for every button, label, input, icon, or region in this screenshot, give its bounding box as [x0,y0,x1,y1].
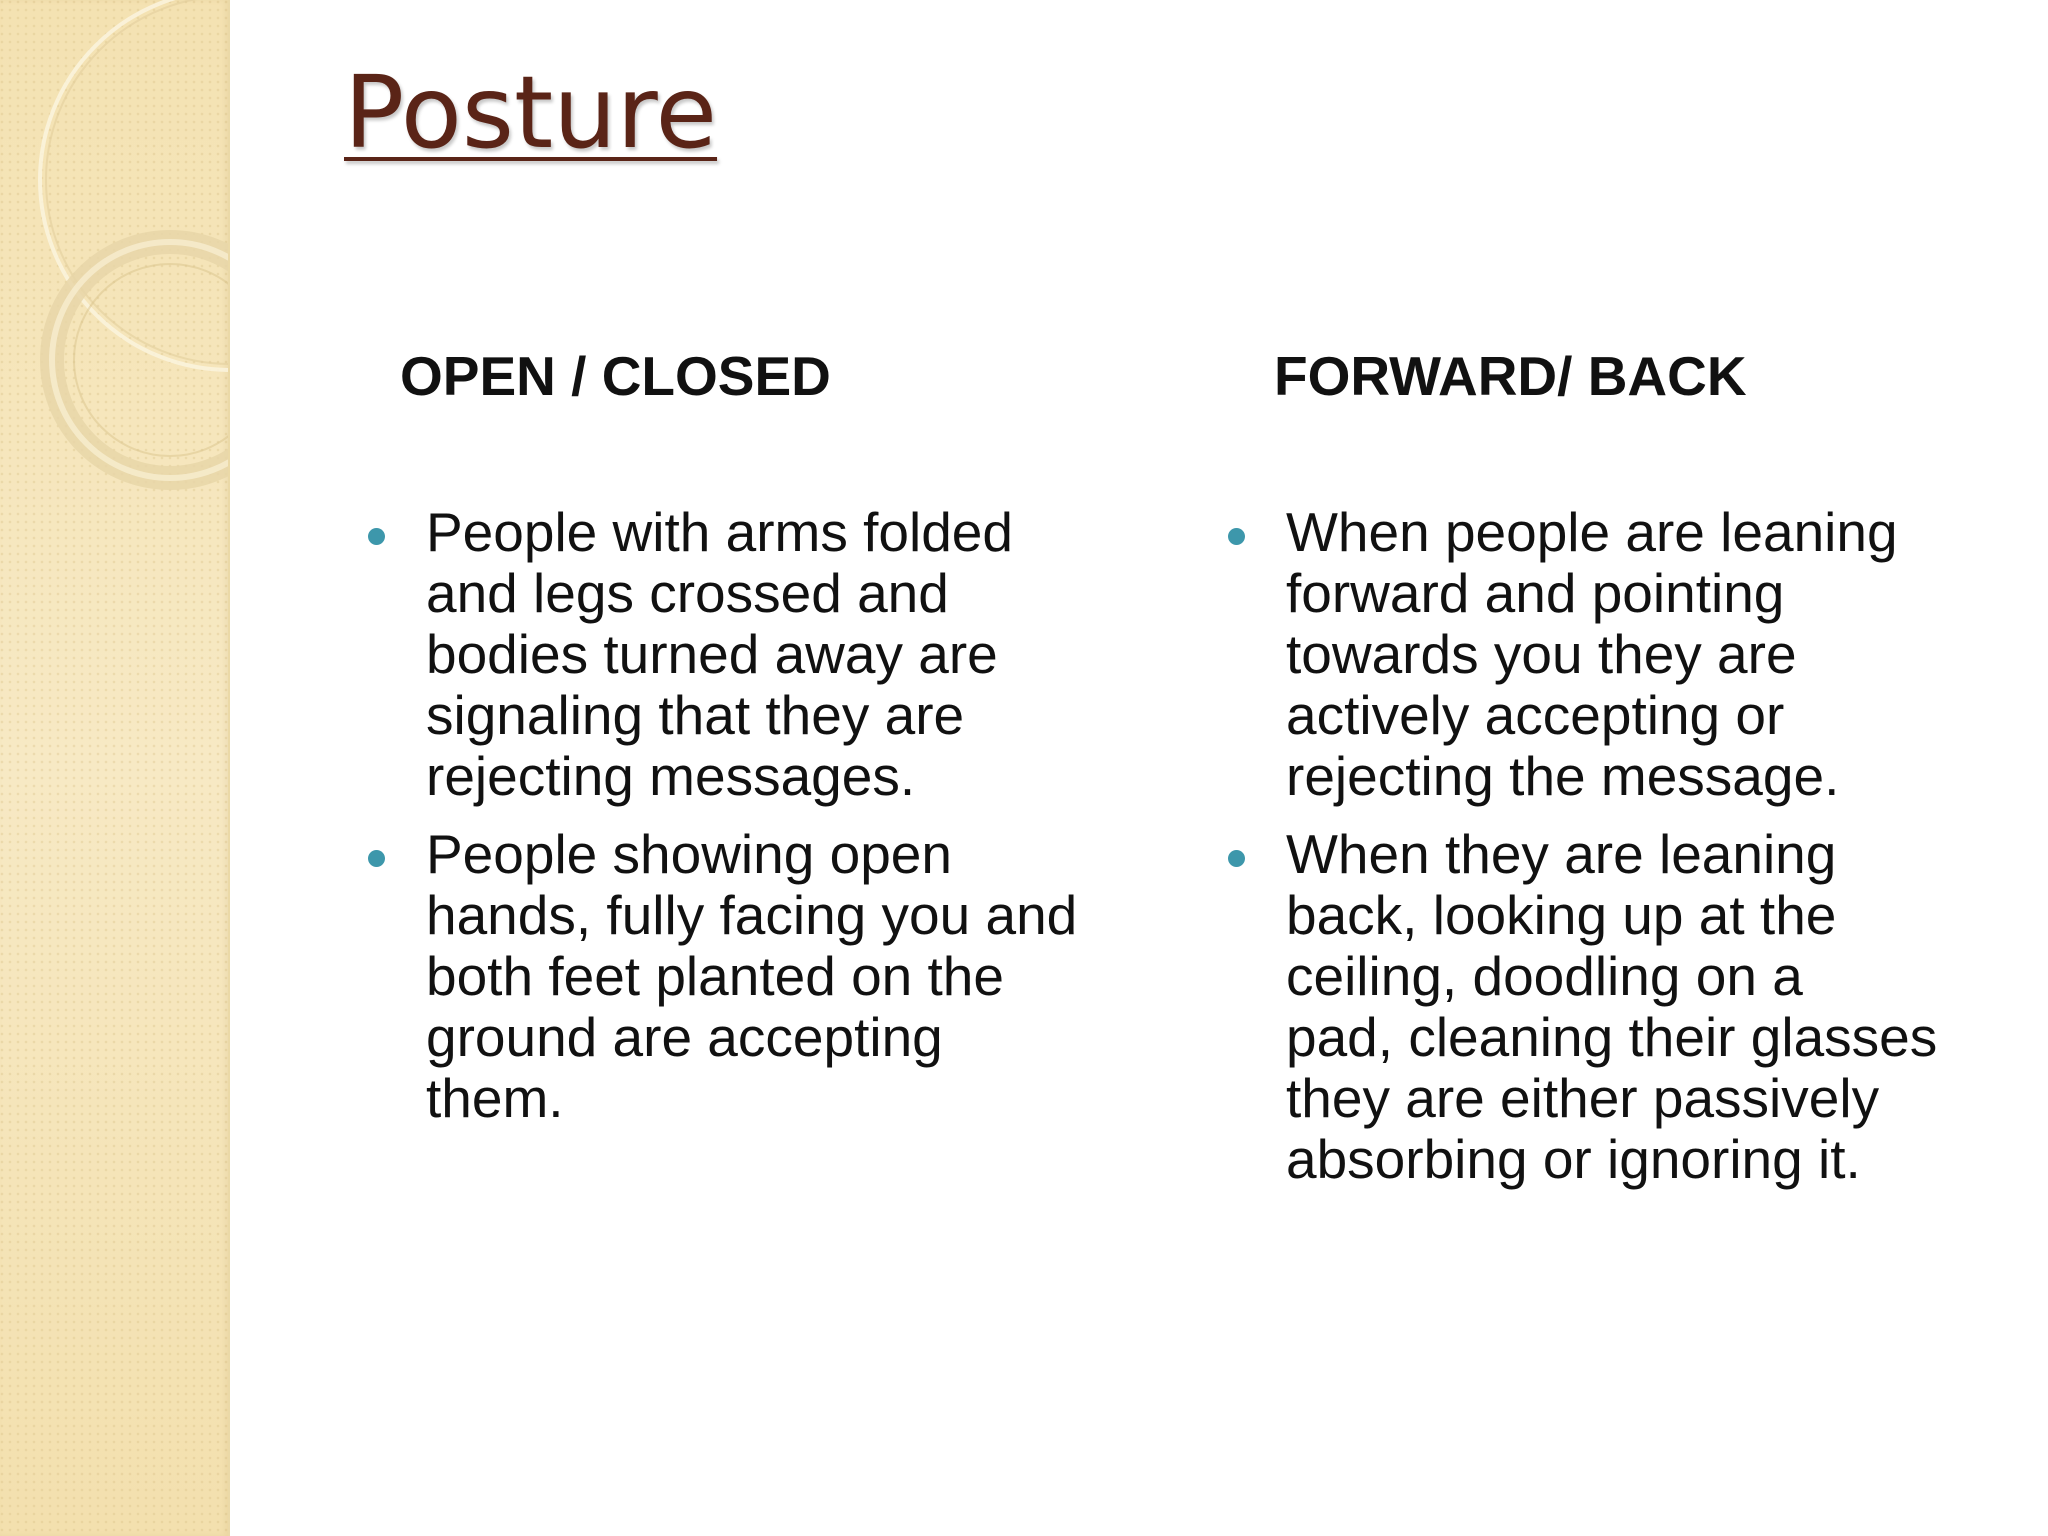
bullet-dot-icon [368,528,385,545]
bullet-text-line: signaling that they are [426,684,965,746]
bullet-text-line: rejecting the message. [1286,745,1840,807]
decorative-side-panel [0,0,230,1536]
decorative-rings-icon [0,0,228,520]
bullet-text-line: People showing open [426,823,952,885]
bullet-list-forward-back [1220,502,2020,1207]
bullet-dot-icon [1228,528,1245,545]
bullet-text-line: When they are leaning [1286,823,1837,885]
slide-title: Posture [344,54,718,171]
bullet-text-line: them. [426,1067,564,1129]
bullet-dot-icon [368,850,385,867]
bullet-text-line: hands, fully facing you and [426,884,1078,946]
list-item [1220,502,2020,807]
bullet-text-line: rejecting messages. [426,745,916,807]
bullet-text-line: back, looking up at the [1286,884,1837,946]
bullet-text-line: towards you they are [1286,623,1797,685]
column-heading-forward-back: FORWARD/ BACK [1274,345,1747,407]
column-heading-open-closed: OPEN / CLOSED [400,345,831,407]
list-item [1220,824,2020,1190]
bullet-dot-icon [1228,850,1245,867]
list-item [360,824,1130,1129]
bullet-text-line: absorbing or ignoring it. [1286,1128,1861,1190]
bullet-text-line: forward and pointing [1286,562,1785,624]
bullet-text-line: pad, cleaning their glasses [1286,1006,1938,1068]
bullet-text-line: bodies turned away are [426,623,998,685]
bullet-text-line: actively accepting or [1286,684,1785,746]
bullet-list-open-closed [360,502,1130,1146]
bullet-text-line: When people are leaning [1286,501,1898,563]
bullet-text-line: ground are accepting [426,1006,943,1068]
bullet-text-line: and legs crossed and [426,562,949,624]
bullet-text-line: they are either passively [1286,1067,1880,1129]
bullet-text-line: both feet planted on the [426,945,1004,1007]
list-item [360,502,1130,807]
bullet-text-line: People with arms folded [426,501,1013,563]
bullet-text-line: ceiling, doodling on a [1286,945,1803,1007]
